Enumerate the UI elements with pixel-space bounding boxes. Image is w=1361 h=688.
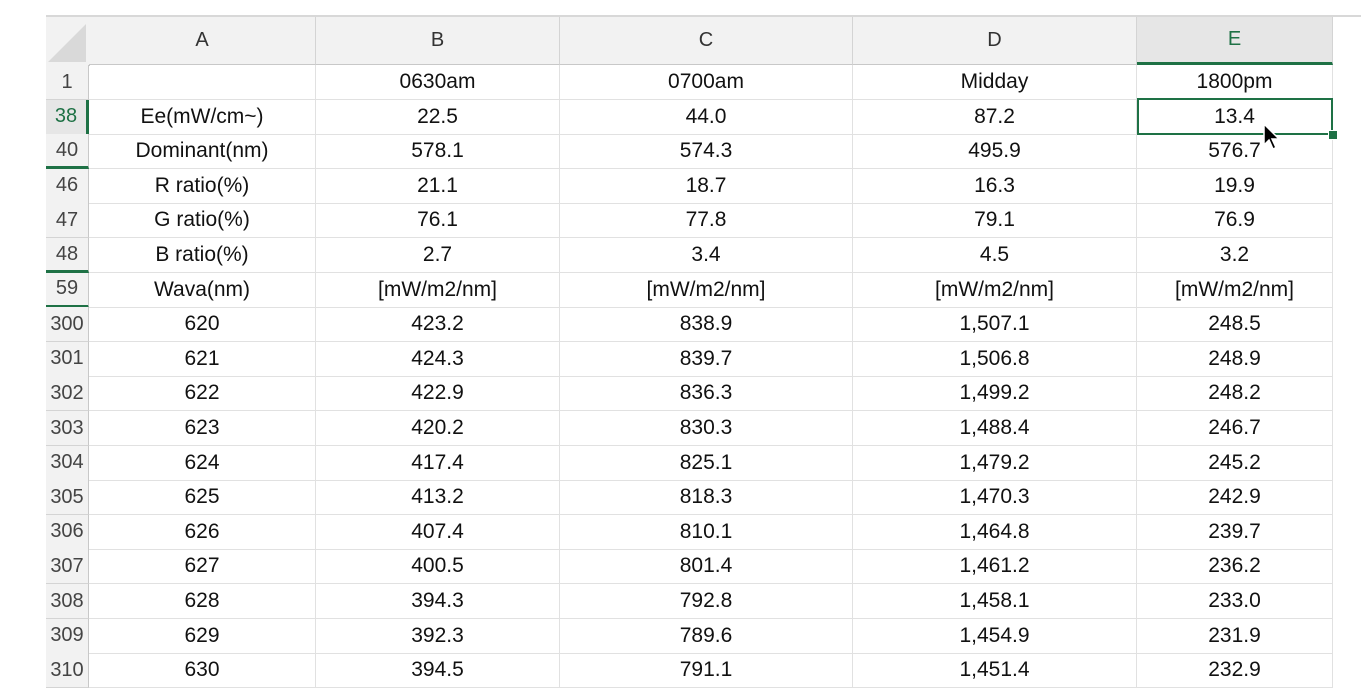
cell-e40[interactable]: 576.7 (1137, 134, 1333, 169)
cell-b48[interactable]: 2.7 (316, 238, 560, 273)
cell-b307[interactable]: 400.5 (316, 549, 560, 584)
cell-c47[interactable]: 77.8 (560, 203, 853, 238)
column-header-e[interactable]: E (1137, 17, 1333, 65)
cell-c304[interactable]: 825.1 (560, 446, 853, 481)
cell-c309[interactable]: 789.6 (560, 619, 853, 654)
cell-c305[interactable]: 818.3 (560, 480, 853, 515)
cell-e47[interactable]: 76.9 (1137, 203, 1333, 238)
cell-a46[interactable]: R ratio(%) (89, 169, 316, 204)
cell-b300[interactable]: 423.2 (316, 307, 560, 342)
cell-d47[interactable]: 79.1 (853, 203, 1137, 238)
cell-c302[interactable]: 836.3 (560, 376, 853, 411)
cell-d303[interactable]: 1,488.4 (853, 411, 1137, 446)
cell-c40[interactable]: 574.3 (560, 134, 853, 169)
spreadsheet-grid[interactable] (46, 15, 1361, 682)
cell-a303[interactable]: 623 (89, 411, 316, 446)
cell-b47[interactable]: 76.1 (316, 203, 560, 238)
cell-e302[interactable]: 248.2 (1137, 376, 1333, 411)
select-all-triangle-icon (48, 24, 86, 62)
table-row (46, 307, 1361, 342)
cell-e59[interactable]: [mW/m2/nm] (1137, 273, 1333, 308)
cell-c300[interactable]: 838.9 (560, 307, 853, 342)
cell-a309[interactable]: 629 (89, 619, 316, 654)
cell-e1[interactable]: 1800pm (1137, 65, 1333, 100)
row-header-302[interactable]: 302 (46, 376, 89, 411)
cell-c308[interactable]: 792.8 (560, 584, 853, 619)
mouse-pointer-icon (1262, 123, 1282, 151)
cell-d40[interactable]: 495.9 (853, 134, 1137, 169)
cell-c306[interactable]: 810.1 (560, 515, 853, 550)
cell-b306[interactable]: 407.4 (316, 515, 560, 550)
row-header-300[interactable]: 300 (46, 307, 89, 342)
cell-a300[interactable]: 620 (89, 307, 316, 342)
cell-a310[interactable]: 630 (89, 653, 316, 688)
cell-a1[interactable] (89, 65, 316, 100)
cell-c310[interactable]: 791.1 (560, 653, 853, 688)
cell-d300[interactable]: 1,507.1 (853, 307, 1137, 342)
cell-b1[interactable]: 0630am (316, 65, 560, 100)
row-header-47[interactable]: 47 (46, 203, 89, 238)
row-header-306[interactable]: 306 (46, 515, 89, 550)
cell-d304[interactable]: 1,479.2 (853, 446, 1137, 481)
cell-a301[interactable]: 621 (89, 342, 316, 377)
table-row (46, 342, 1361, 377)
table-row (46, 100, 1361, 135)
cell-b59[interactable]: [mW/m2/nm] (316, 273, 560, 308)
row-header-59[interactable]: 59 (46, 273, 89, 308)
cell-e301[interactable]: 248.9 (1137, 342, 1333, 377)
table-row (46, 376, 1361, 411)
table-row (46, 169, 1361, 204)
cell-d310[interactable]: 1,451.4 (853, 653, 1137, 688)
cell-d301[interactable]: 1,506.8 (853, 342, 1137, 377)
cell-e308[interactable]: 233.0 (1137, 584, 1333, 619)
table-row (46, 653, 1361, 688)
cell-e304[interactable]: 245.2 (1137, 446, 1333, 481)
column-header-a[interactable]: A (89, 17, 316, 65)
cell-c307[interactable]: 801.4 (560, 549, 853, 584)
row-header-304[interactable]: 304 (46, 446, 89, 481)
row-header-48[interactable]: 48 (46, 238, 89, 273)
table-row (46, 203, 1361, 238)
cell-e303[interactable]: 246.7 (1137, 411, 1333, 446)
cell-c48[interactable]: 3.4 (560, 238, 853, 273)
cell-d306[interactable]: 1,464.8 (853, 515, 1137, 550)
cell-d46[interactable]: 16.3 (853, 169, 1137, 204)
cell-a40[interactable]: Dominant(nm) (89, 134, 316, 169)
cell-a307[interactable]: 627 (89, 549, 316, 584)
row-header-301[interactable]: 301 (46, 342, 89, 377)
table-row (46, 273, 1361, 308)
table-row (46, 446, 1361, 481)
cell-d38[interactable]: 87.2 (853, 100, 1137, 135)
cell-d302[interactable]: 1,499.2 (853, 376, 1137, 411)
table-row (46, 411, 1361, 446)
cell-b40[interactable]: 578.1 (316, 134, 560, 169)
cell-e300[interactable]: 248.5 (1137, 307, 1333, 342)
table-row (46, 619, 1361, 654)
cell-e305[interactable]: 242.9 (1137, 480, 1333, 515)
row-header-40[interactable]: 40 (46, 134, 89, 169)
row-header-46[interactable]: 46 (46, 169, 89, 204)
cell-b305[interactable]: 413.2 (316, 480, 560, 515)
cell-d307[interactable]: 1,461.2 (853, 549, 1137, 584)
cell-d308[interactable]: 1,458.1 (853, 584, 1137, 619)
column-header-c[interactable]: C (560, 17, 853, 65)
cell-e309[interactable]: 231.9 (1137, 619, 1333, 654)
table-row (46, 134, 1361, 169)
column-header-d[interactable]: D (853, 17, 1137, 65)
cell-a59[interactable]: Wava(nm) (89, 273, 316, 308)
cell-c46[interactable]: 18.7 (560, 169, 853, 204)
cell-d48[interactable]: 4.5 (853, 238, 1137, 273)
cell-b46[interactable]: 21.1 (316, 169, 560, 204)
row-header-308[interactable]: 308 (46, 584, 89, 619)
row-header-38[interactable]: 38 (46, 100, 89, 135)
cell-a48[interactable]: B ratio(%) (89, 238, 316, 273)
cell-e307[interactable]: 236.2 (1137, 549, 1333, 584)
cell-a47[interactable]: G ratio(%) (89, 203, 316, 238)
table-row (46, 480, 1361, 515)
cell-e310[interactable]: 232.9 (1137, 653, 1333, 688)
row-header-305[interactable]: 305 (46, 480, 89, 515)
row-header-1[interactable]: 1 (46, 65, 89, 100)
cell-e38[interactable]: 13.4 (1137, 100, 1333, 135)
row-header-303[interactable]: 303 (46, 411, 89, 446)
cell-d59[interactable]: [mW/m2/nm] (853, 273, 1137, 308)
cell-b309[interactable]: 392.3 (316, 619, 560, 654)
cell-d305[interactable]: 1,470.3 (853, 480, 1137, 515)
cell-b310[interactable]: 394.5 (316, 653, 560, 688)
cell-e46[interactable]: 19.9 (1137, 169, 1333, 204)
cell-b308[interactable]: 394.3 (316, 584, 560, 619)
cell-b303[interactable]: 420.2 (316, 411, 560, 446)
cell-c38[interactable]: 44.0 (560, 100, 853, 135)
cell-c59[interactable]: [mW/m2/nm] (560, 273, 853, 308)
cell-e48[interactable]: 3.2 (1137, 238, 1333, 273)
cell-a302[interactable]: 622 (89, 376, 316, 411)
cell-e306[interactable]: 239.7 (1137, 515, 1333, 550)
column-header-b[interactable]: B (316, 17, 560, 65)
cell-c303[interactable]: 830.3 (560, 411, 853, 446)
cell-b302[interactable]: 422.9 (316, 376, 560, 411)
select-all-corner[interactable] (46, 17, 90, 66)
row-header-307[interactable]: 307 (46, 549, 89, 584)
table-row (46, 65, 1361, 100)
cell-b304[interactable]: 417.4 (316, 446, 560, 481)
cell-a308[interactable]: 628 (89, 584, 316, 619)
cell-a38[interactable]: Ee(mW/cm~) (89, 100, 316, 135)
cell-c301[interactable]: 839.7 (560, 342, 853, 377)
table-row (46, 549, 1361, 584)
table-row (46, 238, 1361, 273)
cell-b38[interactable]: 22.5 (316, 100, 560, 135)
cell-c1[interactable]: 0700am (560, 65, 853, 100)
table-row (46, 515, 1361, 550)
fill-handle[interactable] (1328, 130, 1338, 140)
cell-a305[interactable]: 625 (89, 480, 316, 515)
row-header-310[interactable]: 310 (46, 653, 89, 688)
cell-a306[interactable]: 626 (89, 515, 316, 550)
cell-d309[interactable]: 1,454.9 (853, 619, 1137, 654)
cell-a304[interactable]: 624 (89, 446, 316, 481)
table-row (46, 584, 1361, 619)
cell-d1[interactable]: Midday (853, 65, 1137, 100)
row-header-309[interactable]: 309 (46, 619, 89, 654)
cell-b301[interactable]: 424.3 (316, 342, 560, 377)
